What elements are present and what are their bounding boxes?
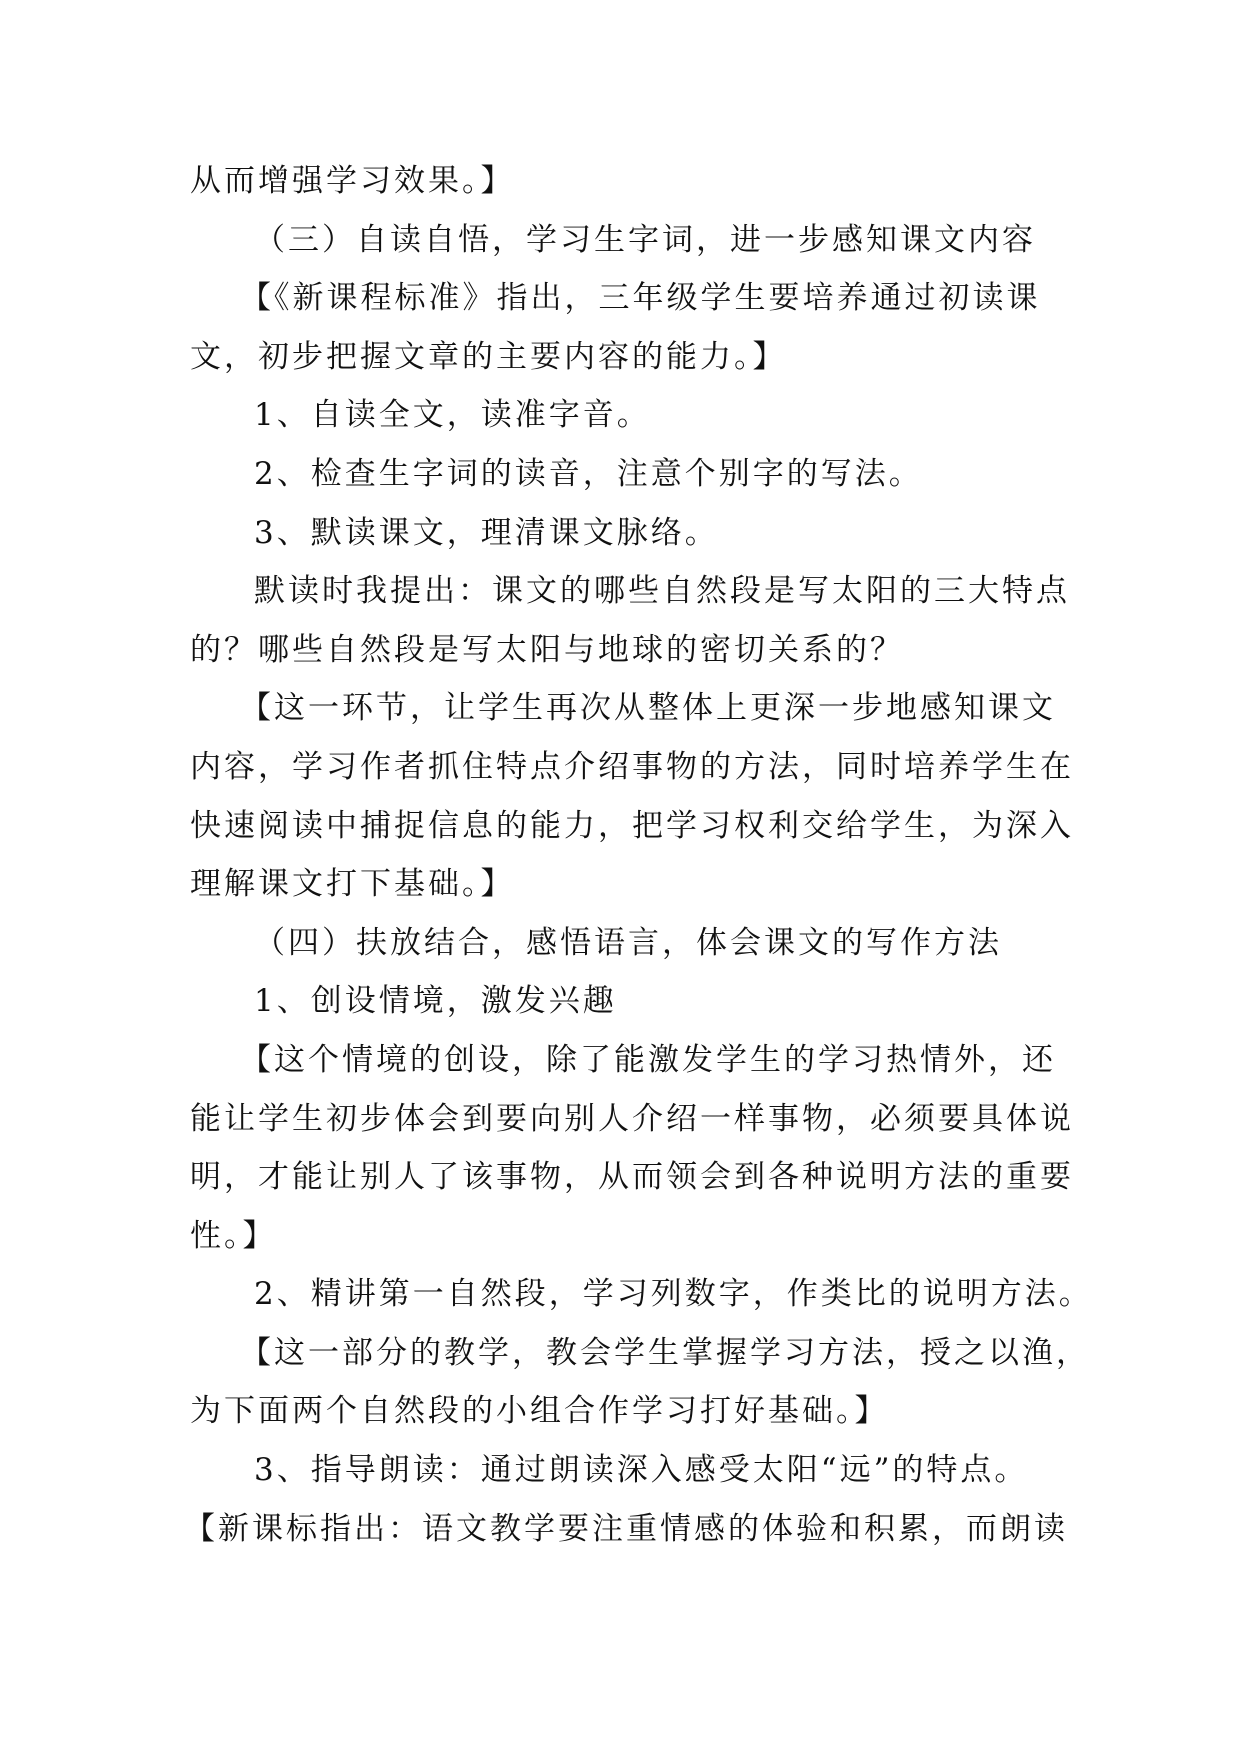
list-item: 3、默读课文，理清课文脉络。	[254, 514, 719, 551]
document-body	[184, 152, 1093, 1558]
paragraph-line: 【新课标指出：语文教学要注重情感的体验和积累，而朗读	[184, 1510, 1068, 1547]
paragraph-line: 快速阅读中捕捉信息的能力，把学习权利交给学生，为深入	[190, 807, 1074, 844]
paragraph-line: 【《新课程标准》指出，三年级学生要培养通过初读课	[240, 280, 1041, 317]
paragraph-line: 内容，学习作者抓住特点介绍事物的方法，同时培养学生在	[190, 748, 1074, 785]
paragraph-line: 的？哪些自然段是写太阳与地球的密切关系的？	[190, 631, 904, 668]
paragraph-line: 【这个情境的创设，除了能激发学生的学习热情外，还	[240, 1041, 1056, 1078]
section-heading: （四）扶放结合，感悟语言，体会课文的写作方法	[254, 924, 1002, 961]
paragraph-line: 理解课文打下基础。】	[190, 866, 515, 903]
paragraph-line: 文，初步把握文章的主要内容的能力。】	[190, 338, 787, 375]
paragraph-line: 明，才能让别人了该事物，从而领会到各种说明方法的重要	[190, 1159, 1074, 1196]
list-item: 2、精讲第一自然段，学习列数字，作类比的说明方法。	[254, 1276, 1093, 1313]
list-item: 1、创设情境，激发兴趣	[254, 983, 617, 1020]
list-item: 2、检查生字词的读音，注意个别字的写法。	[254, 455, 923, 492]
paragraph-line: 默读时我提出：课文的哪些自然段是写太阳的三大特点	[254, 573, 1070, 610]
paragraph-line: 【这一部分的教学，教会学生掌握学习方法，授之以渔，	[240, 1334, 1090, 1371]
paragraph-line: 从而增强学习效果。】	[190, 163, 515, 199]
paragraph-line: 【这一环节，让学生再次从整体上更深一步地感知课文	[240, 690, 1056, 727]
section-heading: （三）自读自悟，学习生字词，进一步感知课文内容	[254, 221, 1036, 258]
paragraph-line: 能让学生初步体会到要向别人介绍一样事物，必须要具体说	[190, 1100, 1074, 1137]
list-item: 1、自读全文，读准字音。	[254, 397, 651, 434]
paragraph-line: 为下面两个自然段的小组合作学习打好基础。】	[190, 1393, 889, 1430]
paragraph-line: 性。】	[190, 1217, 277, 1254]
list-item: 3、指导朗读：通过朗读深入感受太阳“远”的特点。	[254, 1452, 1029, 1489]
